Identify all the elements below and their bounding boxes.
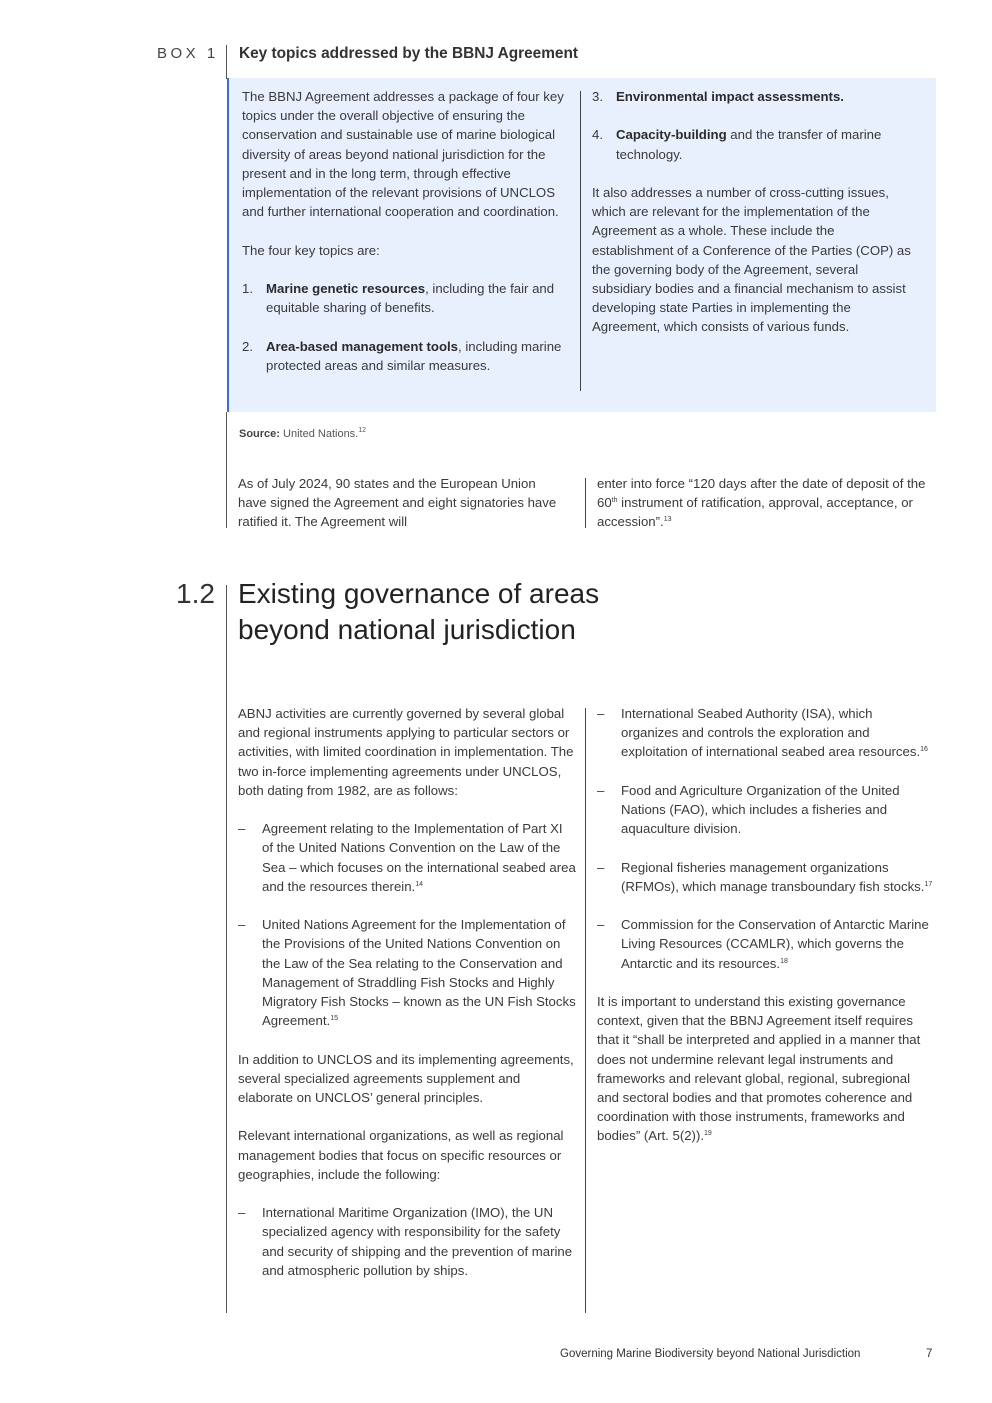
- box-rule-lower: [226, 412, 227, 528]
- topic-bold: Area-based management tools: [266, 338, 459, 354]
- dash-bullet: –: [597, 917, 605, 933]
- list-item-text: United Nations Agreement for the Implementation of the Provisions of the United Nations Convention on the Law of the Sea relating to the Conservation and Management of Straddling Fish Stocks and Highly Migratory Fish Stocks – known as the UN Fish Stocks Agreement.: [262, 917, 576, 1029]
- signing-right: [597, 474, 933, 532]
- signing-column-divider: [585, 478, 586, 528]
- box-column-divider: [580, 91, 581, 391]
- topic-number: 1.: [242, 281, 253, 296]
- footer-title: Governing Marine Biodiversity beyond National Jurisdiction: [560, 1348, 861, 1360]
- source-label: Source:: [239, 428, 280, 440]
- box-left-column: [242, 87, 574, 375]
- section-paragraph: ABNJ activities are currently governed by several global and regional instruments applying to particular sectors or activities, with limited coordination in implementation. The two in-force implementing agreements under UNCLOS, both dating from 1982, are as follows:: [238, 706, 574, 798]
- footnote-ref: 17: [924, 880, 933, 888]
- section-title-line: Existing governance of areas: [238, 578, 600, 609]
- footnote-ref: 16: [920, 746, 928, 754]
- section-paragraph: [597, 992, 933, 1146]
- box-intro: The BBNJ Agreement addresses a package of four key topics under the overall objective of ensuring the conservation and sustainable use of marine biological diversity of areas beyond national jurisdiction for the present and in the long term, through effective implementation of the relevant provisions of UNCLOS and further international cooperation and coordination.: [242, 89, 564, 220]
- topic-item: [242, 337, 574, 375]
- list-item: [238, 1203, 576, 1280]
- section-left-column: [238, 704, 576, 1280]
- list-item: [597, 704, 933, 762]
- box-topics-intro: The four key topics are:: [242, 242, 380, 258]
- topic-text: and the transfer of marine technology.: [616, 127, 882, 162]
- topic-item: [242, 279, 574, 317]
- dash-bullet: –: [238, 917, 246, 933]
- topic-item: [592, 125, 914, 163]
- dash-bullet: –: [597, 782, 605, 798]
- paragraph-text: It is important to understand this existing governance context, given that the BBNJ Agreement itself requires that it “shall be interpreted and applied in a manner that does not undermine relevant legal instruments and frameworks and relevant global, regional, subregional and sectoral bodies and that promotes coherence and coordination with those instruments, frameworks and bodies” (Art. 5(2)).: [597, 993, 921, 1144]
- box-source: [239, 427, 366, 441]
- section-rule: [226, 585, 227, 1313]
- list-item: [238, 819, 576, 896]
- topic-number: 3.: [592, 89, 603, 104]
- list-item: [597, 781, 933, 839]
- signing-text-a: enter into force “120 days after the date of deposit of the 60: [597, 476, 926, 511]
- footnote-ref: 14: [415, 880, 424, 888]
- dash-bullet: –: [238, 1205, 246, 1221]
- section-right-column: [597, 704, 933, 1146]
- footnote-ref: 18: [780, 957, 788, 965]
- signing-text-b: instrument of ratification, approval, acceptance, or accession”.: [597, 495, 913, 530]
- section-column-divider: [585, 708, 586, 1313]
- list-item-text: Regional fisheries management organizations (RFMOs), which manage transboundary fish stocks.: [621, 859, 925, 894]
- ordinal-suffix: th: [611, 497, 618, 505]
- list-item: [597, 915, 933, 973]
- signing-text-left: As of July 2024, 90 states and the European Union have signed the Agreement and eight signatories have ratified it. The Agreement will: [238, 476, 557, 530]
- source-text: United Nations.: [283, 428, 359, 440]
- topic-number: 2.: [242, 338, 253, 354]
- topic-bold: Capacity-building: [616, 127, 727, 143]
- list-item-text: Agreement relating to the Implementation of Part XI of the United Nations Convention on the Law of the Sea – which focuses on the international seabed area and the resources therein.: [262, 821, 576, 894]
- topic-text: , including the fair and equitable sharing of benefits.: [266, 281, 555, 316]
- footnote-ref: 12: [358, 427, 367, 434]
- box-rule: [226, 45, 227, 79]
- page-number: 7: [926, 1348, 933, 1360]
- section-paragraph: Relevant international organizations, as well as regional management bodies that focus on specific resources or geographies, include the following:: [238, 1128, 564, 1182]
- dash-bullet: –: [597, 859, 605, 875]
- footnote-ref: 19: [704, 1130, 712, 1138]
- signing-left: [238, 474, 558, 532]
- list-item-text: International Seabed Authority (ISA), which organizes and controls the exploration and exploitation of international seabed area resources.: [621, 706, 921, 760]
- topic-bold: Marine genetic resources: [266, 281, 426, 296]
- topic-bold: Environmental impact assessments.: [616, 89, 844, 104]
- signing-text-right: [597, 474, 933, 532]
- section-paragraph: In addition to UNCLOS and its implementing agreements, several specialized agreements supplement and elaborate on UNCLOS’ general principles.: [238, 1051, 574, 1106]
- list-item: [597, 858, 933, 896]
- topic-item: [592, 87, 914, 106]
- list-item-text: Commission for the Conservation of Antarctic Marine Living Resources (CCAMLR), which governs the Antarctic and its resources.: [621, 917, 929, 971]
- footnote-ref: 13: [663, 516, 672, 524]
- footnote-ref: 15: [330, 1015, 338, 1023]
- topic-number: 4.: [592, 127, 603, 143]
- dash-bullet: –: [597, 706, 605, 721]
- topic-text: , including marine protected areas and similar measures.: [266, 338, 562, 373]
- box-label: BOX 1: [157, 45, 219, 62]
- box-cross-cutting: It also addresses a number of cross-cutting issues, which are relevant for the implementation of the Agreement as a whole. These include the establishment of a Conference of the Parties (COP) as the governing body of the Agreement, several subsidiary bodies and a financial mechanism to assist developing state Parties in implementing the Agreement, which consists of various funds.: [592, 184, 911, 335]
- section-number: 1.2: [176, 578, 215, 609]
- box-right-column: [592, 87, 914, 337]
- list-item: [238, 915, 576, 1030]
- list-item-text: Food and Agriculture Organization of the United Nations (FAO), which includes a fisheries and aquaculture division.: [621, 782, 900, 837]
- list-item-text: International Maritime Organization (IMO), the UN specialized agency with responsibility for the safety and security of shipping and the prevention of marine and atmospheric pollution by ships.: [262, 1205, 573, 1278]
- dash-bullet: –: [238, 821, 246, 837]
- section-title-line: beyond national jurisdiction: [238, 614, 576, 645]
- section-title: [238, 576, 738, 648]
- box-title: Key topics addressed by the BBNJ Agreement: [239, 45, 578, 62]
